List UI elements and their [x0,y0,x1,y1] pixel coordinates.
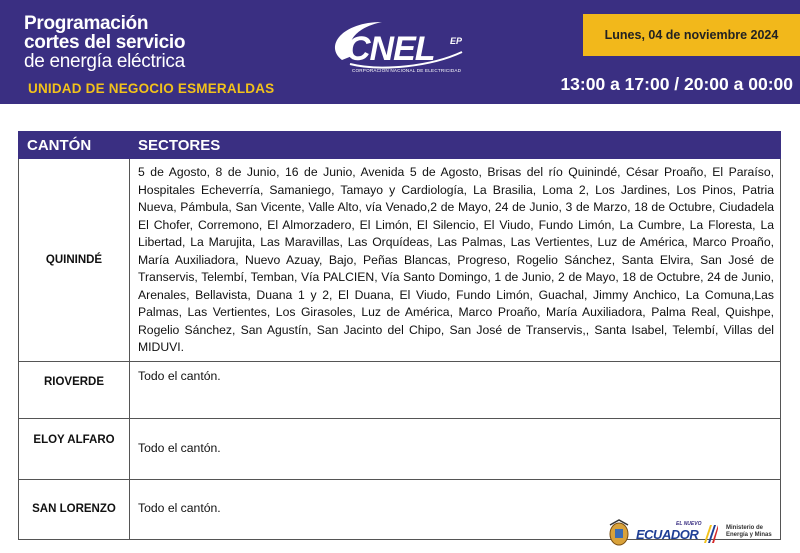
title-line-3: de energía eléctrica [24,51,185,72]
logo-subtitle: CORPORACIÓN NACIONAL DE ELECTRICIDAD [352,68,462,73]
time-range: 13:00 a 17:00 / 20:00 a 00:00 [560,74,793,94]
ministry-label: Ministerio de Energía y Minas [726,525,772,538]
date-text: Lunes, 04 de noviembre 2024 [604,28,779,42]
footer-logos [602,515,792,551]
date-badge [583,14,800,56]
coat-of-arms-icon [606,519,632,547]
canton-cell: QUININDÉ [19,159,130,362]
outage-schedule-table [18,131,781,540]
table-header-row [19,132,781,159]
sectores-cell: Todo el cantón. [130,479,781,539]
canton-cell: ELOY ALFARO [19,418,130,479]
sectores-cell: Todo el cantón. [130,418,781,479]
ecuador-logo [636,521,720,547]
title-line-2: cortes del servicio [24,32,186,53]
table-row [19,418,781,479]
title-line-1: Programación [24,13,149,34]
ecuador-logo-small: EL NUEVO [676,521,702,527]
column-header-sectores: SECTORES [130,132,781,159]
cnel-logo [322,16,472,80]
flag-stripes-icon [702,525,718,543]
canton-cell: RIOVERDE [19,361,130,418]
header-banner [0,0,800,104]
page-title [24,14,185,71]
sectores-cell: 5 de Agosto, 8 de Junio, 16 de Junio, Avenida 5 de Agosto, Brisas del río Quinindé, César Proaño, El Paraíso, Hospitales Echeverría, Samaniego, Tamayo y Cardiología, La Brasilia, Loma 2, Los Jardines, Los Pinos, Patria Nueva, Pámbula, San Vicente, Valle Alto, vía Venado,2 de Mayo, 24 de Junio, 3 de Marzo, 18 de Octubre, Ciudadela El Chofer, Corremono, El Almorzadero, El Limón, El Silencio, El Viudo, Fundo Limón, La Cumbre, La Floresta, La Libertad, La Marujita, Las Maravillas, Las Orquídeas, Las Palmas, Las Vertientes, Luz de América, Marco Proaño, María Auxiliadora, Nuevo Azuay, Bajo, Peñas Blancas, Progreso, Rogelio Sánchez, Santa Elvira, San José de Transervis, Telembí, Temban, Vía PALCIEN, Vía Santo Domingo, 1 de Junio, 2 de Mayo, 18 de Octubre, 24 de Junio, Arenales, Bellavista, Duana 1 y 2, El Duana, El Viudo, Fundo Limón, Guachal, Jimmy Anchico, La Comuna,Las Palmas, Las Vertientes, Los Girasoles, Luz de América, Marco Proaño, María Auxiliadora, Palma Real, Quishpe, Rogelio Sánchez, San Agustín, San Jacinto del Chipo, San José de Transervis,, Santa Isabel, Telembí, Villas del MIDUVI. [130,159,781,362]
column-header-canton: CANTÓN [19,132,130,159]
logo-suffix: EP [450,36,463,46]
ecuador-logo-text: ECUADOR [636,527,699,542]
table-row [19,159,781,362]
sectores-cell: Todo el cantón. [130,361,781,418]
logo-text: CNEL [346,30,435,68]
canton-cell: SAN LORENZO [19,479,130,539]
table-row [19,361,781,418]
business-unit-label: UNIDAD DE NEGOCIO ESMERALDAS [28,81,275,96]
